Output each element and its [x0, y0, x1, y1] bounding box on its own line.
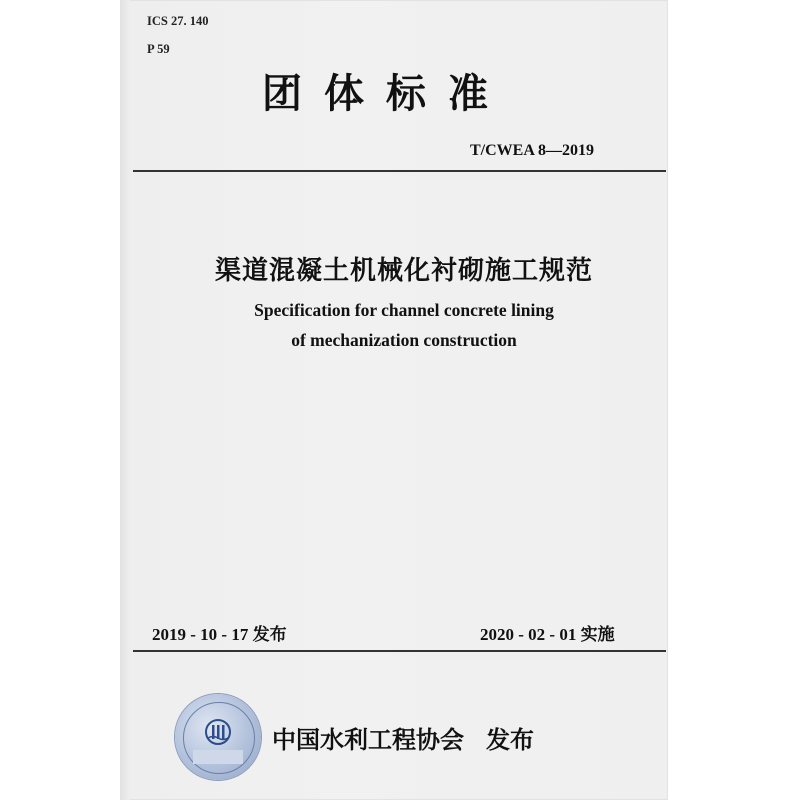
publish-action: 发布 — [486, 726, 534, 754]
anti-counterfeit-seal — [175, 694, 261, 780]
book-cover — [120, 0, 668, 800]
implementation-date: 2020 - 02 - 01 实施 — [480, 625, 615, 644]
ics-code: ICS 27. 140 — [147, 14, 209, 28]
standard-number: T/CWEA 8—2019 — [470, 142, 595, 159]
seal-serial-strip — [193, 750, 243, 764]
publisher-line — [272, 720, 534, 755]
title-english-line2: of mechanization construction — [291, 330, 517, 350]
title-chinese: 渠道混凝土机械化衬砌施工规范 — [214, 256, 593, 286]
release-date: 2019 - 10 - 17 发布 — [152, 625, 287, 644]
top-divider — [133, 170, 666, 172]
ccs-code: P 59 — [147, 42, 170, 56]
bottom-divider — [133, 650, 666, 652]
standard-type-heading: 团体标准 — [262, 71, 510, 117]
water-emblem-icon — [203, 718, 233, 746]
publisher-name: 中国水利工程协会 — [272, 726, 464, 754]
title-english-line1: Specification for channel concrete lining — [254, 300, 554, 320]
spine-shadow — [120, 0, 130, 800]
